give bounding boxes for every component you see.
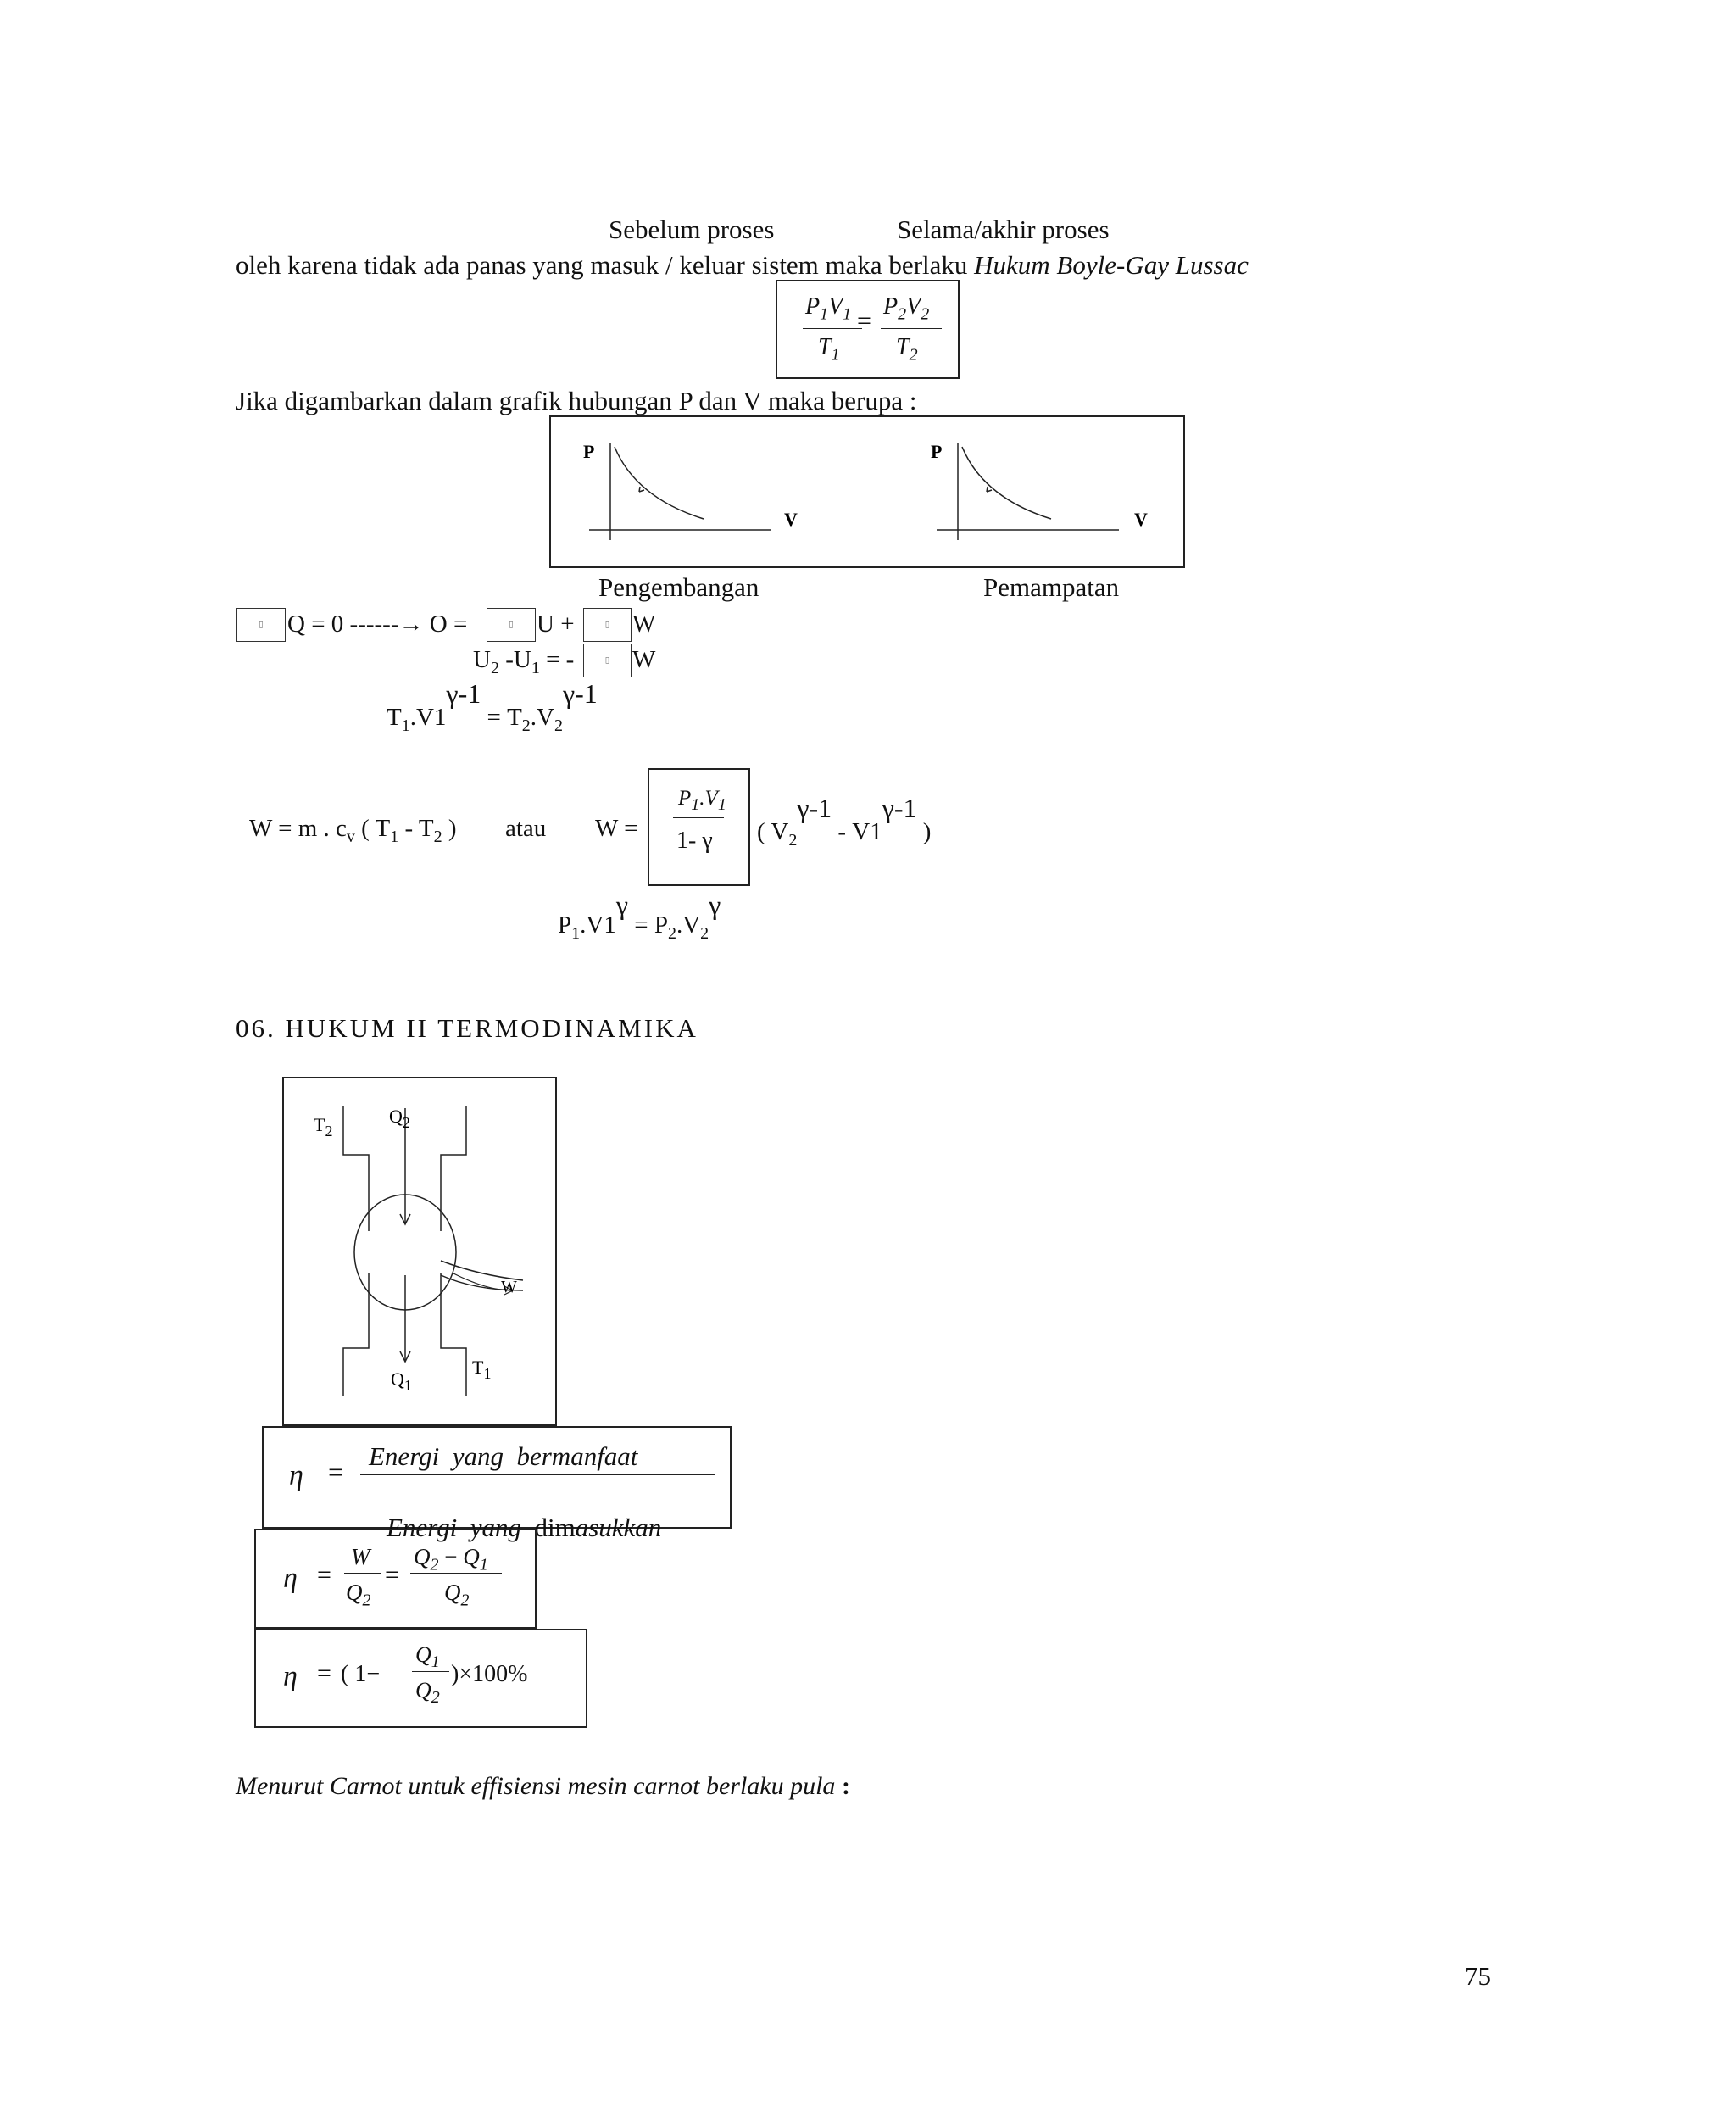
w-label: W: [501, 1278, 517, 1296]
efficiency-formula-percent: η = ( 1− $Q_1$ $Q_2$ )×100%: [254, 1629, 587, 1728]
efficiency-formula-energy: η = Energi yang bermanfaat Energi yang dimasukkan: [262, 1426, 732, 1529]
pv-graphs-box: [549, 415, 1185, 568]
page-number: 75: [1465, 1961, 1491, 1991]
w-text: W: [632, 610, 656, 638]
carnot-text: Menurut Carnot untuk effisiensi mesin carnot berlaku pula :: [236, 1772, 850, 1800]
equals-sign: =: [857, 307, 871, 335]
q2-label: $Q_2$: [389, 1106, 410, 1131]
pv-graphs: [551, 417, 1183, 566]
compression-caption: Pemampatan: [983, 572, 1120, 602]
fraction-bar: [412, 1671, 449, 1672]
section-heading: 06. HUKUM II TERMODINAMIKA: [236, 1013, 698, 1043]
t1-label: $T_1$: [472, 1357, 492, 1382]
expansion-caption: Pengembangan: [598, 572, 760, 602]
p-axis-label: P: [931, 441, 943, 462]
heat-engine-schematic: [284, 1078, 555, 1424]
missing-symbol-box: ▯: [583, 608, 632, 642]
q1-label: $Q_1$: [391, 1368, 412, 1394]
work-formula-cv: W = m . $c_v$ ( $T_1 - T_2$ ): [249, 815, 457, 846]
v-axis-label: V: [1134, 509, 1148, 530]
p-axis-label: P: [583, 441, 595, 462]
temperature-volume-relation: $T_1.V1\gamma-1 = T_2.V_2\gamma-1$: [387, 678, 598, 735]
w-equals: W =: [595, 815, 638, 842]
law-name: Hukum Boyle-Gay Lussac: [974, 250, 1249, 280]
v-axis-label: V: [784, 509, 798, 530]
missing-symbol-box: ▯: [487, 608, 536, 642]
missing-symbol-box: ▯: [583, 644, 632, 677]
fraction-bar: [803, 328, 862, 329]
fraction-bar: [344, 1573, 381, 1574]
expansion-graph: [583, 441, 798, 540]
during-process-label: Selama/akhir proses: [897, 215, 1110, 244]
q-zero-text: Q = 0 ------→ O =: [287, 610, 468, 638]
fraction-bar: [881, 328, 942, 329]
boyle-gay-lussac-equation: $P_1V_1$ $T_1$ = $P_2V_2$ $T_2$: [776, 280, 960, 379]
t2-label: $T_2$: [314, 1114, 333, 1140]
fraction-bar: [360, 1474, 715, 1475]
volume-difference: ( $V_2\gamma-1 - V1\gamma-1$ ): [757, 793, 932, 850]
atau-text: atau: [505, 815, 547, 842]
efficiency-formula-heat: η = W $Q_2$ = $Q_2 - Q_1$ $Q_2$: [254, 1529, 537, 1629]
missing-symbol-box: ▯: [236, 608, 286, 642]
compression-graph: [931, 441, 1148, 540]
internal-energy-change: $U_2$ $-U_1$ = -: [473, 646, 575, 677]
w-text: W: [632, 646, 656, 673]
fraction-bar: [410, 1573, 502, 1574]
heat-engine-diagram: [282, 1077, 557, 1426]
u-plus-text: U +: [537, 610, 575, 638]
fraction-bar: [673, 817, 724, 818]
work-fraction-box: $P_1.V_1$ 1- γ: [648, 768, 750, 886]
intro-text: oleh karena tidak ada panas yang masuk / keluar sistem maka berlaku Hukum Boyle-Gay Lussac: [236, 250, 1249, 280]
before-process-label: Sebelum proses: [609, 215, 775, 244]
pressure-volume-relation: $P_1.V1\gamma = P_2.V_2\gamma$: [558, 889, 721, 943]
arrow-icon: →: [398, 610, 424, 638]
graph-intro-text: Jika digambarkan dalam grafik hubungan P dan V maka berupa :: [236, 386, 917, 415]
